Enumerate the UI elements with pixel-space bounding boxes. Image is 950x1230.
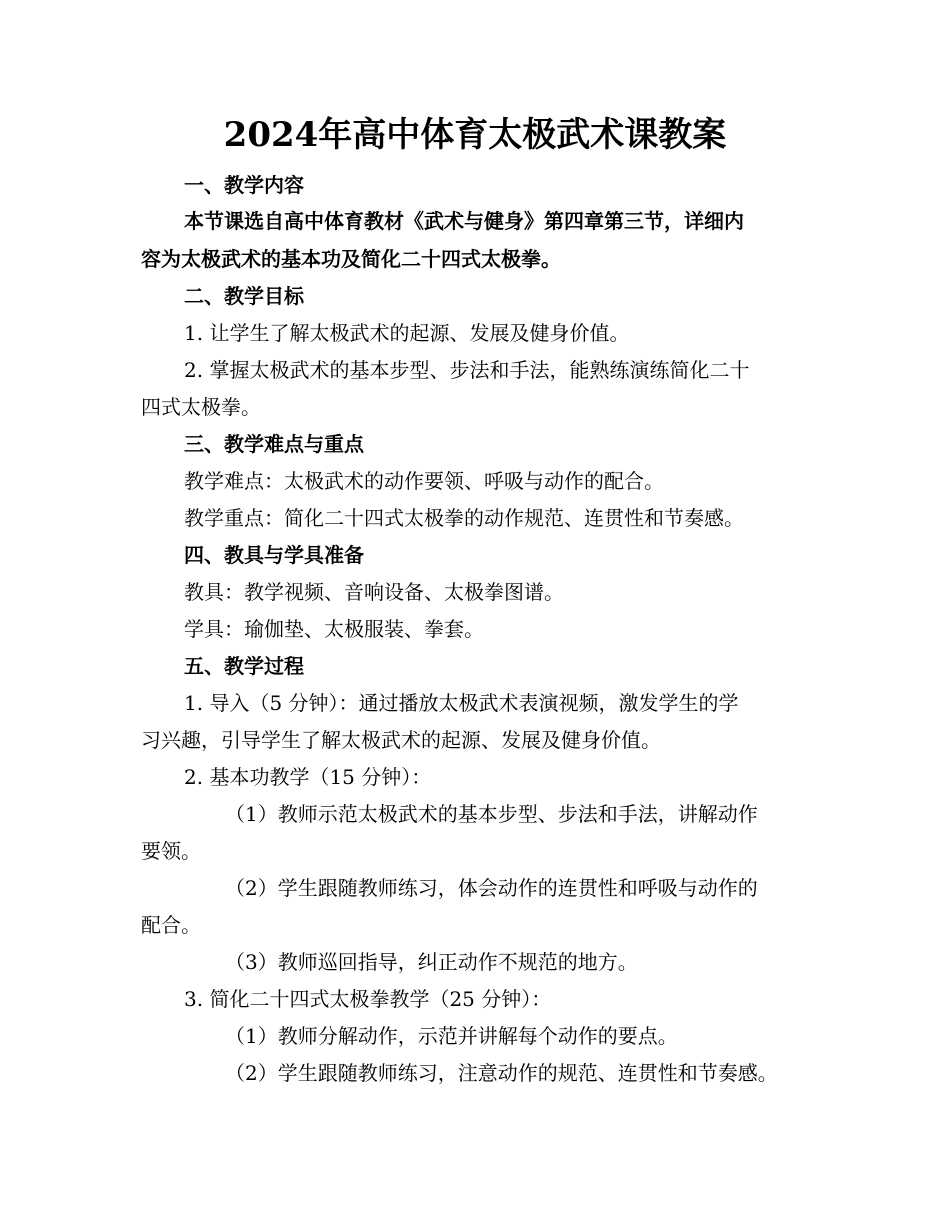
process-substep: 要领。 <box>141 839 201 863</box>
process-substep: （2）学生跟随教师练习，注意动作的规范、连贯性和节奏感。 <box>225 1061 778 1085</box>
process-step: 3. 简化二十四式太极拳教学（25 分钟）： <box>184 987 552 1011</box>
student-materials: 学具：瑜伽垫、太极服装、拳套。 <box>184 617 484 641</box>
heading-teaching-goals: 二、教学目标 <box>184 284 304 308</box>
process-substep: （1）教师分解动作，示范并讲解每个动作的要点。 <box>225 1024 678 1048</box>
process-substep: （3）教师巡回指导，纠正动作不规范的地方。 <box>225 950 638 974</box>
process-substep: （1）教师示范太极武术的基本步型、步法和手法，讲解动作 <box>225 802 758 826</box>
heading-difficulties: 三、教学难点与重点 <box>184 432 364 456</box>
document-title: 2024年高中体育太极武术课教案 <box>223 115 727 155</box>
key-point-text: 教学重点：简化二十四式太极拳的动作规范、连贯性和节奏感。 <box>184 506 744 530</box>
teacher-materials: 教具：教学视频、音响设备、太极拳图谱。 <box>184 580 564 604</box>
difficulty-text: 教学难点：太极武术的动作要领、呼吸与动作的配合。 <box>184 469 664 493</box>
content-paragraph-line: 容为太极武术的基本功及简化二十四式太极拳。 <box>141 247 561 271</box>
process-step: 1. 导入（5 分钟）：通过播放太极武术表演视频，激发学生的学 <box>184 691 739 715</box>
goal-item: 2. 掌握太极武术的基本步型、步法和手法，能熟练演练简化二十 <box>184 358 750 382</box>
goal-item: 四式太极拳。 <box>141 395 261 419</box>
process-step: 2. 基本功教学（15 分钟）： <box>184 765 432 789</box>
heading-process: 五、教学过程 <box>184 654 304 678</box>
goal-item: 1. 让学生了解太极武术的起源、发展及健身价值。 <box>184 321 630 345</box>
process-step: 习兴趣，引导学生了解太极武术的起源、发展及健身价值。 <box>141 728 661 752</box>
heading-teaching-content: 一、教学内容 <box>184 173 304 197</box>
process-substep: （2）学生跟随教师练习，体会动作的连贯性和呼吸与动作的 <box>225 876 758 900</box>
heading-materials: 四、教具与学具准备 <box>184 543 364 567</box>
process-substep: 配合。 <box>141 913 201 937</box>
content-paragraph-line: 本节课选自高中体育教材《武术与健身》第四章第三节，详细内 <box>184 209 744 233</box>
